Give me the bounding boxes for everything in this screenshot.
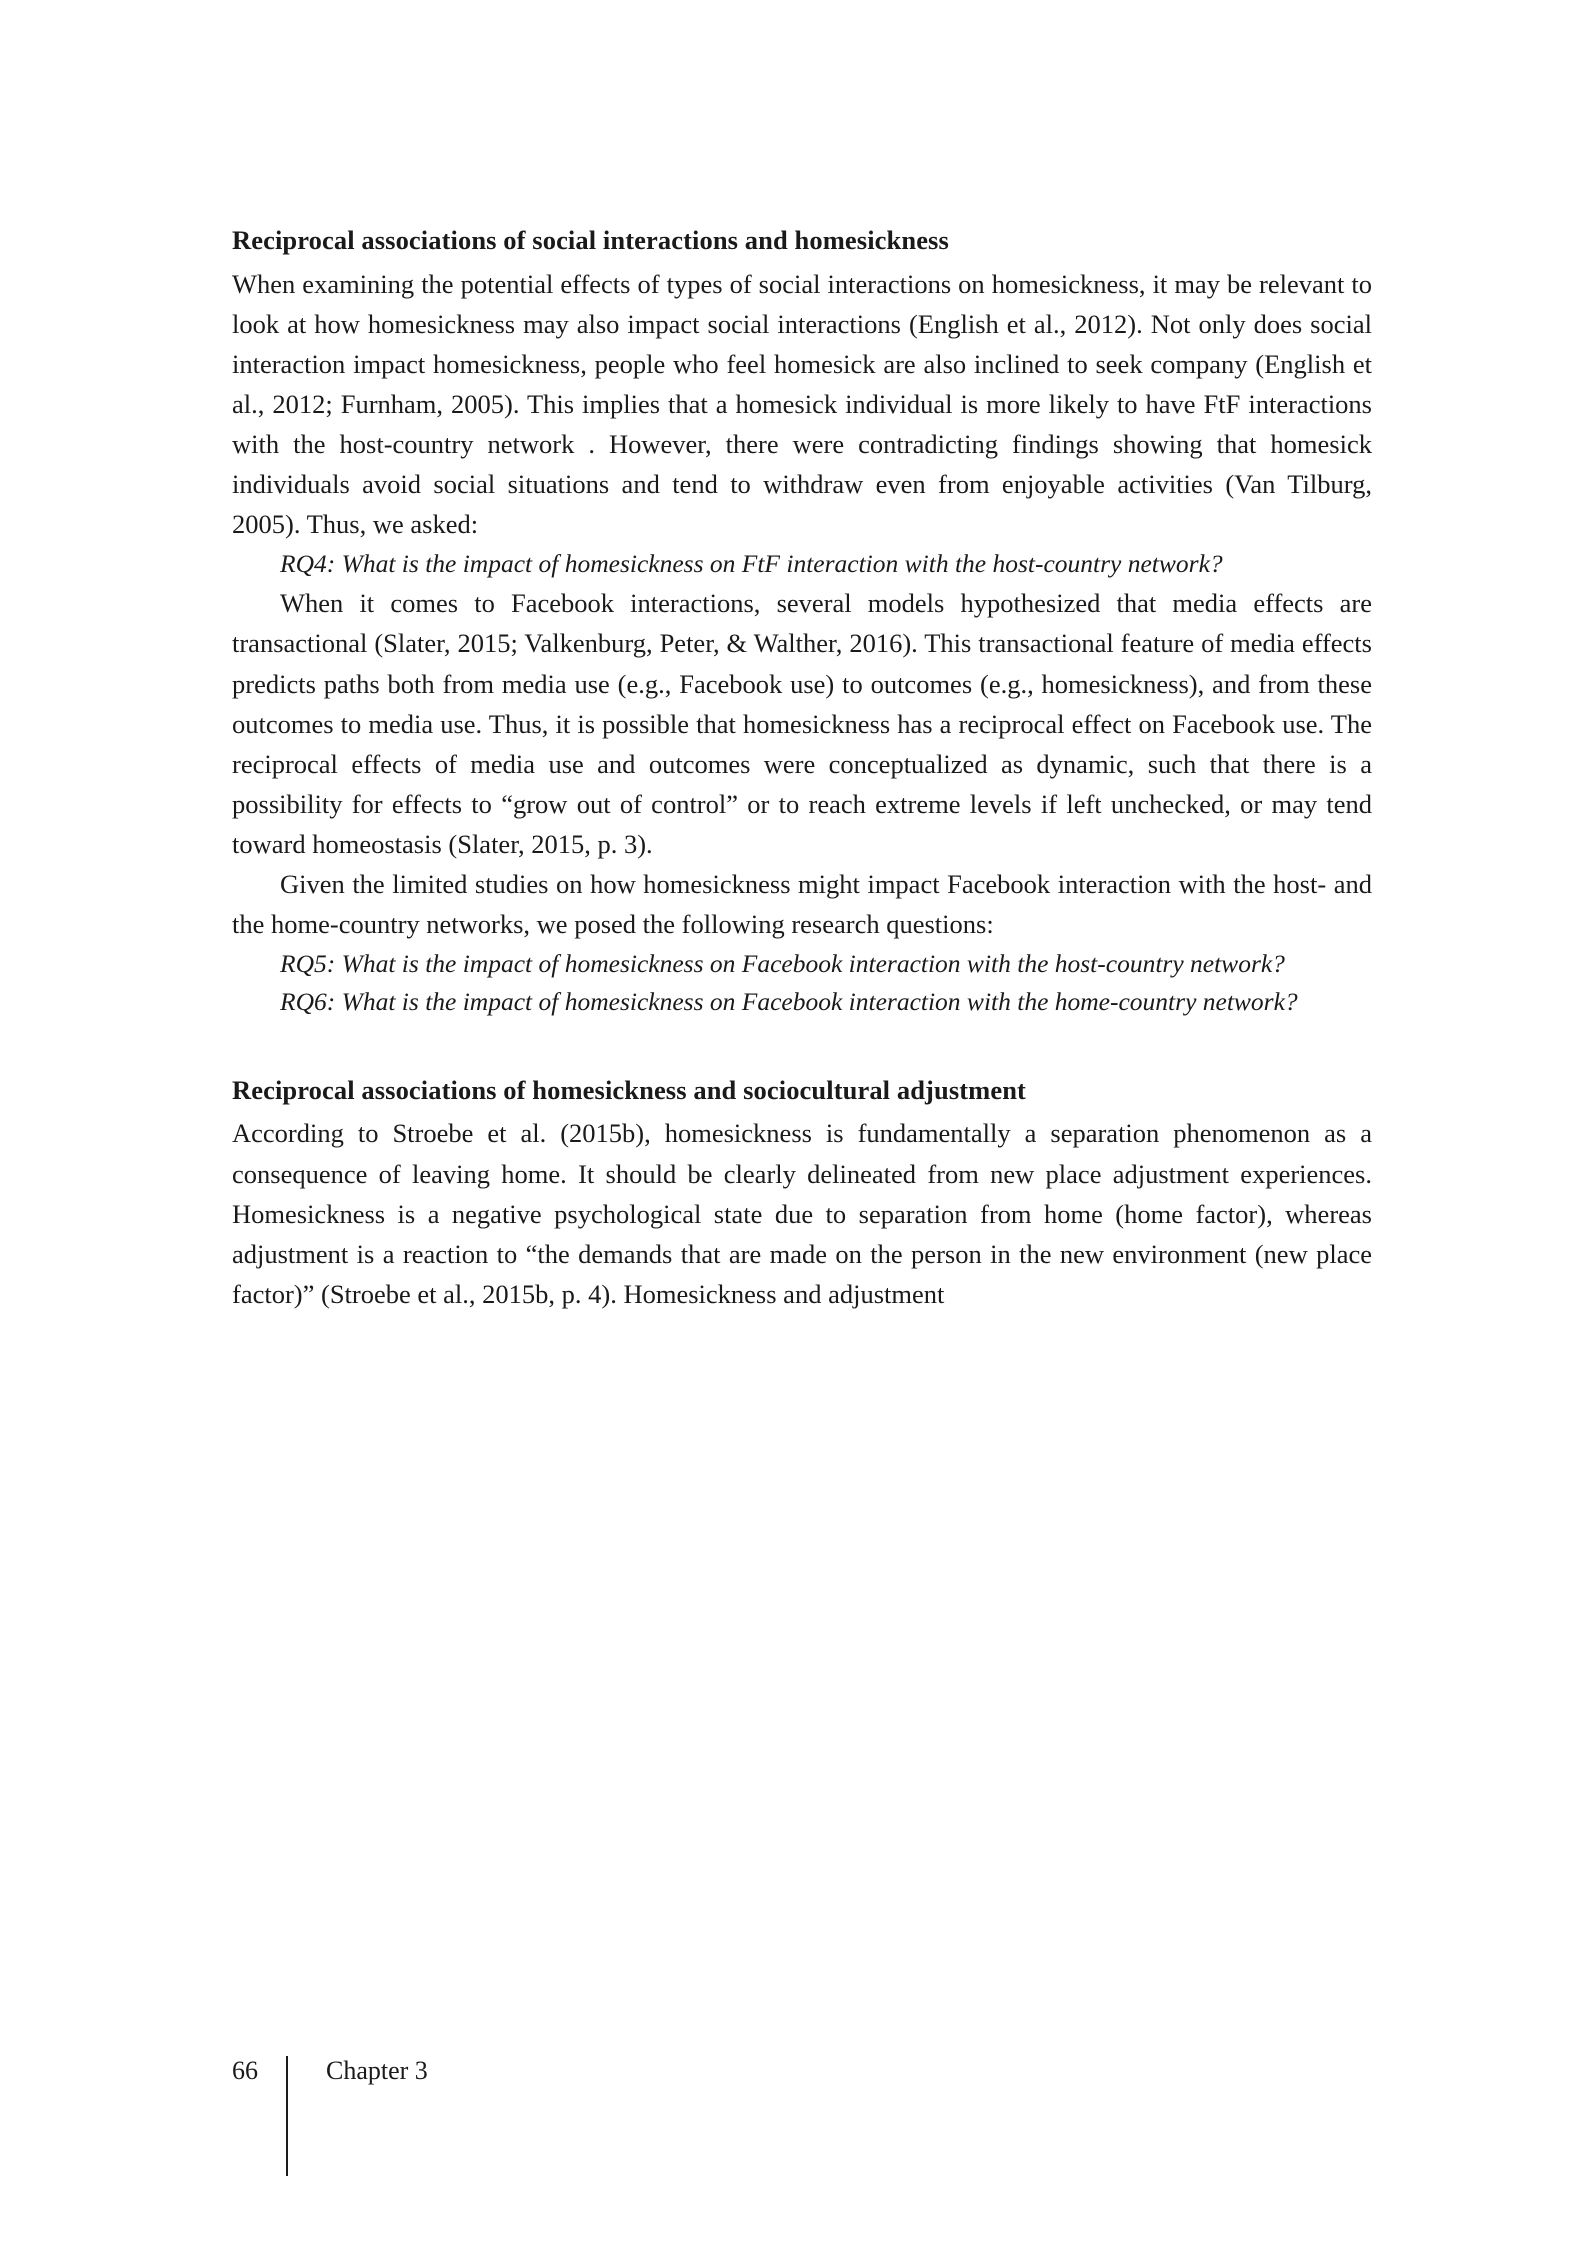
chapter-label: Chapter 3 [326,2056,428,2085]
paragraph-2: When it comes to Facebook interactions, several models hypothesized that media effects are transactional (Slater, 2015; Valkenburg, Peter, & Walther, 2016). This transactional feature of media effects predicts paths both from media use (e.g., Facebook use) to outcomes (e.g., homesickness), and from these outcomes to media use. Thus, it is possible that homesickness has a reciprocal effect on Facebook use. The reciprocal effects of media use and outcomes were conceptualized as dynamic, such that there is a possibility for effects to “grow out of control” or to reach extreme levels if left unchecked, or may tend toward homeostasis (Slater, 2015, p. 3). [232,588,1372,860]
footer-divider [286,2056,288,2176]
paragraph-4: According to Stroebe et al. (2015b), homesickness is fundamentally a separation phenomenon as a consequence of leaving home. It should be clearly delineated from new place adjustment experiences. Homesickness is a negative psychological state due to separation from home (home factor), whereas adjustment is a reaction to “the demands that are made on the person in the new environment (new place factor)” (Stroebe et al., 2015b, p. 4). Homesickness and adjustment [232,1118,1372,1309]
research-question-rq6: RQ6: What is the impact of homesickness on Facebook interaction with the home-country network? [280,987,1298,1017]
section-heading-1: Reciprocal associations of social interactions and homesickness [232,225,949,255]
page-footer [232,2056,832,2176]
research-question-rq4: RQ4: What is the impact of homesickness on FtF interaction with the host-country network? [280,548,1223,578]
page-number: 66 [232,2056,258,2085]
paragraph-1: When examining the potential effects of types of social interactions on homesickness, it may be relevant to look at how homesickness may also impact social interactions (English et al., 2012). Not only does social interaction impact homesickness, people who feel homesick are also inclined to seek company (English et al., 2012; Furnham, 2005). This implies that a homesick individual is more likely to have FtF interactions with the host-country network . However, there were contradicting findings showing that homesick individuals avoid social situations and tend to withdraw even from enjoyable activities (Van Tilburg, 2005). Thus, we asked: [232,268,1372,540]
section-heading-2: Reciprocal associations of homesickness and sociocultural adjustment [232,1074,1026,1105]
page-content [232,222,1372,1314]
research-question-rq5: RQ5: What is the impact of homesickness on Facebook interaction with the host-country network? [280,948,1285,978]
paragraph-3: Given the limited studies on how homesickness might impact Facebook interaction with the host- and the home-country networks, we posed the following research questions: [232,869,1372,940]
